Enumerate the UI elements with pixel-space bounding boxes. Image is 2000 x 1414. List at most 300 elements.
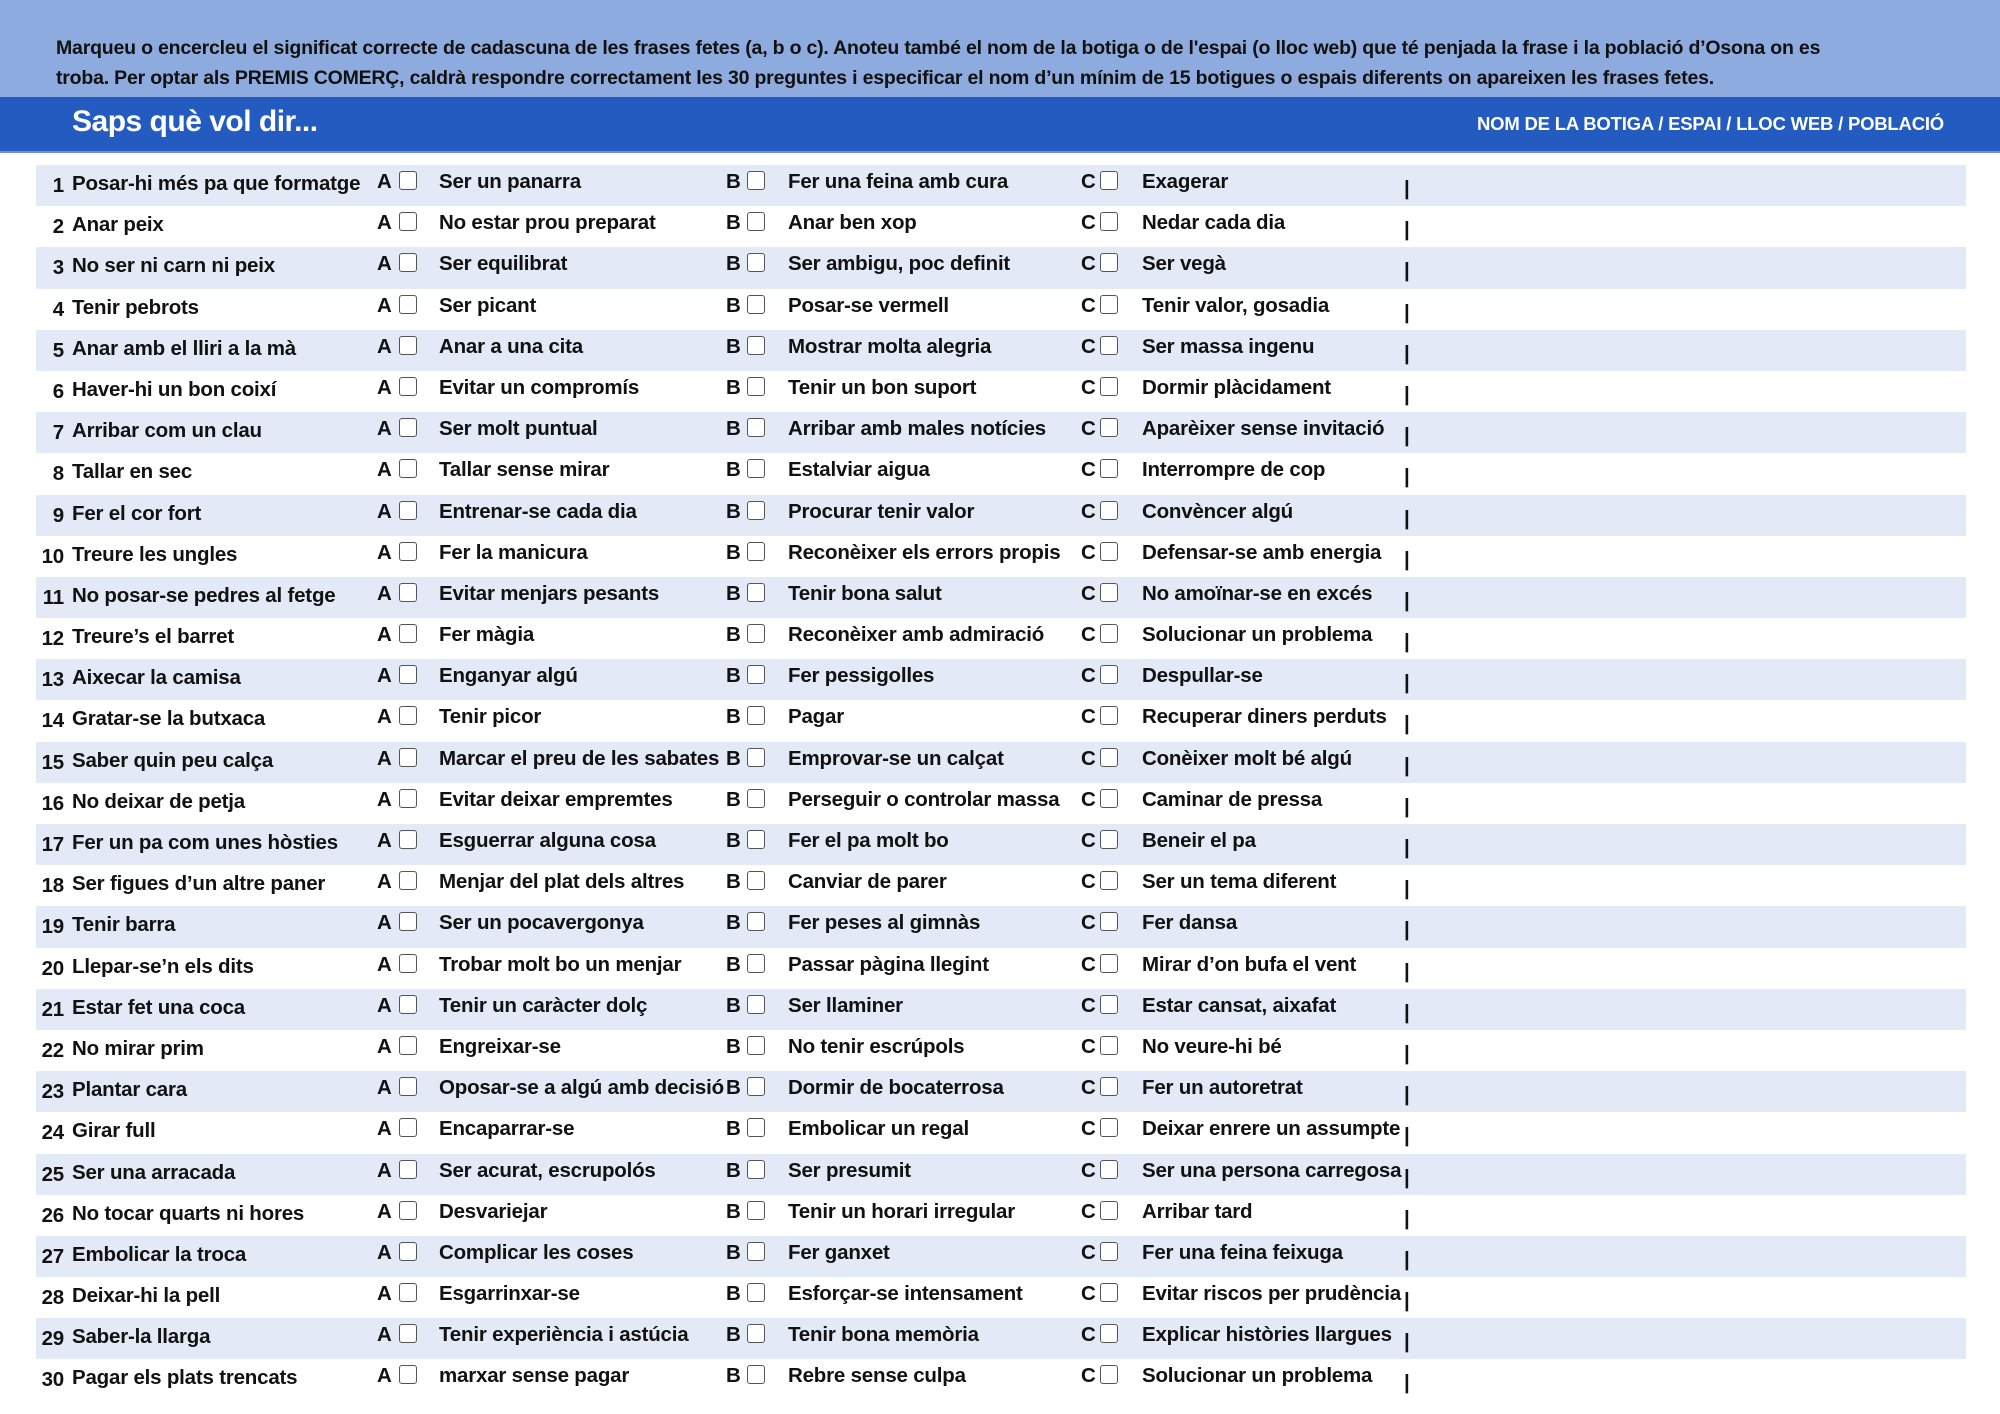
option-c-checkbox[interactable] — [1100, 1242, 1118, 1261]
option-c-text: Defensar-se amb energia — [1142, 540, 1382, 564]
option-a-text: Ser equilibrat — [439, 252, 568, 276]
option-b-text: Mostrar molta alegria — [788, 334, 992, 358]
option-c-checkbox[interactable] — [1100, 748, 1118, 767]
shop-name-field[interactable]: | — [1404, 465, 1410, 489]
question-number: 21 — [41, 997, 64, 1021]
option-a-checkbox[interactable] — [399, 1324, 417, 1343]
option-b-text: Emprovar-se un calçat — [788, 746, 1004, 770]
shop-name-field[interactable]: | — [1404, 1041, 1410, 1065]
option-c-text: Solucionar un problema — [1142, 623, 1373, 647]
option-c-letter: C — [1081, 911, 1096, 935]
option-a-checkbox[interactable] — [399, 212, 417, 231]
option-b-text: Embolicar un regal — [788, 1117, 969, 1141]
option-a-text: Fer la manicura — [439, 540, 588, 564]
idiom-phrase: Tallar en sec — [72, 460, 193, 484]
question-number: 8 — [52, 462, 64, 486]
shop-name-field[interactable]: | — [1404, 300, 1410, 324]
option-a-text: Ser molt puntual — [439, 417, 598, 441]
option-c-text: Conèixer molt bé algú — [1142, 746, 1352, 770]
option-c-letter: C — [1081, 170, 1096, 193]
option-a-letter: A — [377, 952, 392, 976]
idiom-phrase: Deixar-hi la pell — [72, 1284, 221, 1308]
question-row — [36, 1277, 1966, 1318]
option-b-checkbox[interactable] — [747, 624, 765, 643]
option-a-letter: A — [377, 870, 392, 894]
option-c-checkbox[interactable] — [1100, 830, 1118, 849]
option-b-text: Tenir un bon suport — [788, 375, 977, 399]
option-b-text: Estalviar aigua — [788, 458, 930, 482]
option-a-checkbox[interactable] — [399, 1365, 417, 1384]
option-c-checkbox[interactable] — [1100, 212, 1118, 231]
option-b-checkbox[interactable] — [747, 871, 765, 890]
option-a-letter: A — [377, 252, 392, 276]
option-c-checkbox[interactable] — [1100, 542, 1118, 561]
option-c-checkbox[interactable] — [1100, 459, 1118, 478]
option-a-text: Anar a una cita — [439, 334, 583, 358]
option-b-text: Rebre sense culpa — [788, 1364, 966, 1388]
questions-list — [36, 165, 1966, 1401]
shop-name-field[interactable]: | — [1404, 1165, 1410, 1189]
option-c-letter: C — [1081, 1323, 1096, 1347]
option-c-checkbox[interactable] — [1100, 1365, 1118, 1384]
option-a-text: Ser picant — [439, 293, 537, 317]
option-c-checkbox[interactable] — [1100, 377, 1118, 396]
shop-name-field[interactable]: | — [1404, 1371, 1410, 1395]
option-a-text: Tenir un caràcter dolç — [439, 993, 648, 1017]
option-b-checkbox[interactable] — [747, 1242, 765, 1261]
shop-name-field[interactable]: | — [1404, 1289, 1410, 1313]
idiom-phrase: Treure’s el barret — [72, 625, 235, 649]
option-c-checkbox[interactable] — [1100, 501, 1118, 520]
option-c-text: Fer una feina feixuga — [1142, 1240, 1343, 1264]
option-b-letter: B — [726, 1364, 741, 1388]
option-c-letter: C — [1081, 1076, 1096, 1100]
option-c-checkbox[interactable] — [1100, 665, 1118, 684]
option-c-checkbox[interactable] — [1100, 583, 1118, 602]
question-row — [36, 783, 1966, 824]
shop-name-field[interactable]: | — [1404, 177, 1410, 200]
option-c-text: Arribar tard — [1142, 1199, 1253, 1223]
option-c-checkbox[interactable] — [1100, 1160, 1118, 1179]
option-a-text: Evitar deixar empremtes — [439, 787, 673, 811]
option-c-letter: C — [1081, 293, 1096, 317]
idiom-phrase: Estar fet una coca — [72, 995, 245, 1019]
option-c-letter: C — [1081, 787, 1096, 811]
option-a-checkbox[interactable] — [399, 871, 417, 890]
shop-name-field[interactable]: | — [1404, 794, 1410, 818]
option-b-checkbox[interactable] — [747, 418, 765, 437]
option-a-text: Engreixar-se — [439, 1034, 561, 1058]
option-a-checkbox[interactable] — [399, 171, 417, 190]
idiom-phrase: No mirar prim — [72, 1036, 204, 1060]
option-a-letter: A — [377, 211, 392, 235]
option-b-checkbox[interactable] — [747, 1365, 765, 1384]
option-a-checkbox[interactable] — [399, 459, 417, 478]
option-b-text: Reconèixer amb admiració — [788, 623, 1045, 647]
option-b-checkbox[interactable] — [747, 830, 765, 849]
answer-column-header: NOM DE LA BOTIGA / ESPAI / LLOC WEB / POBLACIÓ — [1476, 113, 1944, 134]
option-c-checkbox[interactable] — [1100, 995, 1118, 1014]
question-number: 27 — [41, 1244, 64, 1268]
option-a-letter: A — [377, 664, 392, 688]
option-b-checkbox[interactable] — [747, 1118, 765, 1137]
option-c-checkbox[interactable] — [1100, 1118, 1118, 1137]
option-a-checkbox[interactable] — [399, 1201, 417, 1220]
option-c-checkbox[interactable] — [1100, 789, 1118, 808]
option-a-checkbox[interactable] — [399, 1118, 417, 1137]
option-c-checkbox[interactable] — [1100, 253, 1118, 272]
option-b-letter: B — [726, 1158, 741, 1182]
option-a-checkbox[interactable] — [399, 542, 417, 561]
option-a-text: Encaparrar-se — [439, 1117, 575, 1141]
shop-name-field[interactable]: | — [1404, 424, 1410, 448]
option-a-text: Tenir picor — [439, 705, 542, 729]
option-c-checkbox[interactable] — [1100, 624, 1118, 643]
option-c-text: Caminar de pressa — [1142, 787, 1323, 811]
option-c-text: Fer dansa — [1142, 911, 1238, 935]
option-b-checkbox[interactable] — [747, 377, 765, 396]
question-number: 5 — [52, 338, 64, 362]
option-b-checkbox[interactable] — [747, 583, 765, 602]
question-row — [36, 618, 1966, 659]
option-a-text: Complicar les coses — [439, 1240, 634, 1264]
option-c-text: Ser un tema diferent — [1142, 870, 1337, 894]
option-a-checkbox[interactable] — [399, 377, 417, 396]
option-c-checkbox[interactable] — [1100, 1036, 1118, 1055]
question-row — [36, 906, 1966, 947]
option-b-checkbox[interactable] — [747, 1036, 765, 1055]
idiom-phrase: Fer el cor fort — [72, 501, 202, 525]
option-c-letter: C — [1081, 705, 1096, 729]
option-b-letter: B — [726, 417, 741, 441]
question-number: 16 — [41, 791, 64, 815]
shop-name-field[interactable]: | — [1404, 1330, 1410, 1354]
option-b-checkbox[interactable] — [747, 459, 765, 478]
option-b-checkbox[interactable] — [747, 912, 765, 931]
idiom-phrase: Ser figues d’un altre paner — [72, 872, 326, 896]
option-c-text: No veure-hi bé — [1142, 1034, 1282, 1058]
option-c-letter: C — [1081, 870, 1096, 894]
option-b-letter: B — [726, 911, 741, 935]
option-b-letter: B — [726, 1282, 741, 1306]
option-a-text: Fer màgia — [439, 623, 535, 647]
question-row — [36, 371, 1966, 412]
shop-name-field[interactable]: | — [1404, 588, 1410, 612]
option-c-checkbox[interactable] — [1100, 706, 1118, 725]
option-b-checkbox[interactable] — [747, 954, 765, 973]
option-b-checkbox[interactable] — [747, 1283, 765, 1302]
question-row — [36, 289, 1966, 330]
idiom-phrase: Saber-la llarga — [72, 1325, 211, 1349]
option-a-checkbox[interactable] — [399, 1242, 417, 1261]
option-a-checkbox[interactable] — [399, 1160, 417, 1179]
option-a-letter: A — [377, 787, 392, 811]
shop-name-field[interactable]: | — [1404, 218, 1410, 242]
option-c-text: Nedar cada dia — [1142, 211, 1286, 235]
idiom-phrase: Aixecar la camisa — [72, 666, 241, 690]
option-b-letter: B — [726, 540, 741, 564]
shop-name-field[interactable]: | — [1404, 630, 1410, 654]
option-b-letter: B — [726, 499, 741, 523]
question-number: 29 — [41, 1327, 64, 1351]
question-row — [36, 330, 1966, 371]
idiom-phrase: Girar full — [72, 1119, 156, 1143]
option-a-text: Tallar sense mirar — [439, 458, 610, 482]
option-b-checkbox[interactable] — [747, 542, 765, 561]
option-a-checkbox[interactable] — [399, 995, 417, 1014]
option-a-text: Evitar un compromís — [439, 375, 640, 399]
option-a-text: Evitar menjars pesants — [439, 581, 660, 605]
option-a-checkbox[interactable] — [399, 830, 417, 849]
question-row — [36, 577, 1966, 618]
idiom-phrase: Ser una arracada — [72, 1160, 236, 1184]
idiom-phrase: Tenir pebrots — [72, 295, 199, 319]
shop-name-field[interactable]: | — [1404, 1206, 1410, 1230]
option-b-letter: B — [726, 1199, 741, 1223]
option-c-checkbox[interactable] — [1100, 871, 1118, 890]
option-b-text: Arribar amb males notícies — [788, 417, 1046, 441]
option-c-text: Solucionar un problema — [1142, 1364, 1373, 1388]
option-b-text: Fer el pa molt bo — [788, 829, 949, 852]
option-c-text: Beneir el pa — [1142, 829, 1256, 852]
idiom-phrase: No deixar de petja — [72, 789, 245, 813]
idiom-phrase: Haver-hi un bon coixí — [72, 377, 277, 401]
shop-name-field[interactable]: | — [1404, 1083, 1410, 1107]
option-c-letter: C — [1081, 623, 1096, 647]
question-number: 26 — [41, 1203, 64, 1227]
question-row — [36, 1071, 1966, 1112]
option-b-letter: B — [726, 1117, 741, 1141]
option-c-checkbox[interactable] — [1100, 295, 1118, 314]
option-b-text: Reconèixer els errors propis — [788, 540, 1061, 564]
instructions-line-2: troba. Per optar als PREMIS COMERÇ, caldrà respondre correctament les 30 preguntes i especificar el nom d’un mínim de 15 botigues o espais diferents on apareixen les frases fetes. — [56, 67, 1714, 89]
option-a-text: Trobar molt bo un menjar — [439, 952, 682, 976]
shop-name-field[interactable]: | — [1404, 341, 1410, 365]
question-row — [36, 495, 1966, 536]
option-b-checkbox[interactable] — [747, 1201, 765, 1220]
shop-name-field[interactable]: | — [1404, 877, 1410, 901]
question-number: 18 — [41, 874, 64, 898]
option-b-text: Tenir un horari irregular — [788, 1199, 1015, 1223]
option-b-letter: B — [726, 705, 741, 729]
option-a-checkbox[interactable] — [399, 295, 417, 314]
shop-name-field[interactable]: | — [1404, 259, 1410, 283]
option-a-checkbox[interactable] — [399, 336, 417, 355]
option-c-checkbox[interactable] — [1100, 1324, 1118, 1343]
option-a-letter: A — [377, 993, 392, 1017]
question-number: 19 — [41, 915, 64, 939]
option-a-text: marxar sense pagar — [439, 1364, 630, 1388]
option-c-letter: C — [1081, 829, 1096, 852]
option-c-text: Ser vegà — [1142, 252, 1226, 276]
option-b-text: Pagar — [788, 705, 844, 729]
option-c-text: Ser massa ingenu — [1142, 334, 1315, 358]
option-c-text: Despullar-se — [1142, 664, 1263, 688]
option-a-checkbox[interactable] — [399, 501, 417, 520]
idiom-phrase: No posar-se pedres al fetge — [72, 583, 336, 607]
question-row — [36, 536, 1966, 577]
shop-name-field[interactable]: | — [1404, 671, 1410, 695]
option-a-letter: A — [377, 334, 392, 358]
option-b-checkbox[interactable] — [747, 995, 765, 1014]
option-b-letter: B — [726, 664, 741, 688]
question-row — [36, 1154, 1966, 1195]
option-a-letter: A — [377, 911, 392, 935]
option-b-text: Fer una feina amb cura — [788, 170, 1009, 193]
option-b-checkbox[interactable] — [747, 295, 765, 314]
option-a-checkbox[interactable] — [399, 624, 417, 643]
option-b-letter: B — [726, 293, 741, 317]
option-b-letter: B — [726, 787, 741, 811]
option-c-letter: C — [1081, 581, 1096, 605]
option-b-letter: B — [726, 746, 741, 770]
idiom-phrase: No ser ni carn ni peix — [72, 254, 275, 278]
option-b-checkbox[interactable] — [747, 1324, 765, 1343]
option-a-checkbox[interactable] — [399, 583, 417, 602]
shop-name-field[interactable]: | — [1404, 918, 1410, 942]
option-c-text: Ser una persona carregosa — [1142, 1158, 1402, 1182]
option-a-text: Oposar-se a algú amb decisió — [439, 1076, 724, 1100]
option-a-checkbox[interactable] — [399, 418, 417, 437]
option-b-letter: B — [726, 870, 741, 894]
option-a-letter: A — [377, 499, 392, 523]
question-number: 2 — [52, 215, 64, 239]
option-b-text: Fer pessigolles — [788, 664, 935, 688]
question-number: 6 — [52, 379, 64, 403]
option-c-text: Aparèixer sense invitació — [1142, 417, 1385, 441]
option-a-letter: A — [377, 1240, 392, 1264]
question-number: 12 — [41, 627, 64, 651]
option-c-letter: C — [1081, 1199, 1096, 1223]
option-b-text: Procurar tenir valor — [788, 499, 975, 523]
option-b-checkbox[interactable] — [747, 336, 765, 355]
option-b-checkbox[interactable] — [747, 253, 765, 272]
option-b-letter: B — [726, 252, 741, 276]
option-b-text: Anar ben xop — [788, 211, 917, 235]
question-row — [36, 659, 1966, 700]
option-c-text: Recuperar diners perduts — [1142, 705, 1387, 729]
option-a-text: Esguerrar alguna cosa — [439, 829, 656, 852]
option-c-letter: C — [1081, 499, 1096, 523]
option-c-checkbox[interactable] — [1100, 1283, 1118, 1302]
option-a-checkbox[interactable] — [399, 954, 417, 973]
option-b-checkbox[interactable] — [747, 171, 765, 190]
option-a-letter: A — [377, 417, 392, 441]
option-b-checkbox[interactable] — [747, 748, 765, 767]
question-number: 30 — [41, 1368, 64, 1392]
option-c-checkbox[interactable] — [1100, 171, 1118, 190]
option-a-letter: A — [377, 623, 392, 647]
option-a-checkbox[interactable] — [399, 665, 417, 684]
option-c-text: Convèncer algú — [1142, 499, 1293, 523]
shop-name-field[interactable]: | — [1404, 712, 1410, 736]
option-c-checkbox[interactable] — [1100, 336, 1118, 355]
option-b-text: Perseguir o controlar massa — [788, 787, 1060, 811]
option-a-letter: A — [377, 1158, 392, 1182]
shop-name-field[interactable]: | — [1404, 753, 1410, 777]
idiom-phrase: Treure les ungles — [72, 542, 238, 566]
shop-name-field[interactable]: | — [1404, 506, 1410, 530]
option-c-checkbox[interactable] — [1100, 1201, 1118, 1220]
shop-name-field[interactable]: | — [1404, 959, 1410, 983]
option-b-checkbox[interactable] — [747, 1160, 765, 1179]
option-a-checkbox[interactable] — [399, 706, 417, 725]
shop-name-field[interactable]: | — [1404, 1000, 1410, 1024]
option-c-checkbox[interactable] — [1100, 912, 1118, 931]
option-c-letter: C — [1081, 417, 1096, 441]
option-b-text: Fer peses al gimnàs — [788, 911, 981, 935]
option-c-text: Dormir plàcidament — [1142, 375, 1331, 399]
option-c-letter: C — [1081, 664, 1096, 688]
option-a-checkbox[interactable] — [399, 1283, 417, 1302]
option-b-checkbox[interactable] — [747, 789, 765, 808]
shop-name-field[interactable]: | — [1404, 547, 1410, 571]
option-a-text: No estar prou preparat — [439, 211, 656, 235]
question-number: 17 — [41, 833, 64, 856]
question-row — [36, 1359, 1966, 1400]
question-number: 25 — [41, 1162, 64, 1186]
option-a-letter: A — [377, 1034, 392, 1058]
question-number: 3 — [52, 256, 64, 280]
option-a-text: Marcar el preu de les sabates — [439, 746, 720, 770]
option-b-text: Tenir bona memòria — [788, 1323, 979, 1347]
option-b-checkbox[interactable] — [747, 1077, 765, 1096]
option-c-checkbox[interactable] — [1100, 418, 1118, 437]
shop-name-field[interactable]: | — [1404, 1124, 1410, 1148]
option-c-letter: C — [1081, 540, 1096, 564]
question-number: 24 — [41, 1121, 64, 1145]
option-b-letter: B — [726, 623, 741, 647]
option-c-letter: C — [1081, 1364, 1096, 1388]
option-a-checkbox[interactable] — [399, 1077, 417, 1096]
option-c-letter: C — [1081, 1240, 1096, 1264]
option-a-letter: A — [377, 458, 392, 482]
option-c-checkbox[interactable] — [1100, 1077, 1118, 1096]
shop-name-field[interactable]: | — [1404, 836, 1410, 859]
question-row — [36, 824, 1966, 865]
shop-name-field[interactable]: | — [1404, 1247, 1410, 1271]
option-a-checkbox[interactable] — [399, 789, 417, 808]
option-b-letter: B — [726, 1076, 741, 1100]
option-a-checkbox[interactable] — [399, 1036, 417, 1055]
option-a-text: Menjar del plat dels altres — [439, 870, 685, 894]
option-b-checkbox[interactable] — [747, 665, 765, 684]
option-a-text: Ser un panarra — [439, 170, 581, 193]
option-c-letter: C — [1081, 375, 1096, 399]
option-a-checkbox[interactable] — [399, 748, 417, 767]
option-a-checkbox[interactable] — [399, 912, 417, 931]
option-b-checkbox[interactable] — [747, 501, 765, 520]
option-c-letter: C — [1081, 334, 1096, 358]
instructions-panel — [0, 0, 2000, 97]
option-a-letter: A — [377, 375, 392, 399]
question-number: 14 — [41, 709, 64, 733]
option-b-checkbox[interactable] — [747, 212, 765, 231]
option-c-letter: C — [1081, 1117, 1096, 1141]
idiom-phrase: No tocar quarts ni hores — [72, 1201, 305, 1225]
option-c-text: Fer un autoretrat — [1142, 1076, 1303, 1100]
option-a-checkbox[interactable] — [399, 253, 417, 272]
shop-name-field[interactable]: | — [1404, 382, 1410, 406]
question-number: 10 — [41, 544, 64, 568]
idiom-phrase: Tenir barra — [72, 913, 176, 937]
question-row — [36, 865, 1966, 906]
option-b-letter: B — [726, 375, 741, 399]
page-title: Saps què vol dir... — [72, 105, 318, 138]
option-c-checkbox[interactable] — [1100, 954, 1118, 973]
option-c-text: No amoïnar-se en excés — [1142, 581, 1373, 605]
option-b-checkbox[interactable] — [747, 706, 765, 725]
